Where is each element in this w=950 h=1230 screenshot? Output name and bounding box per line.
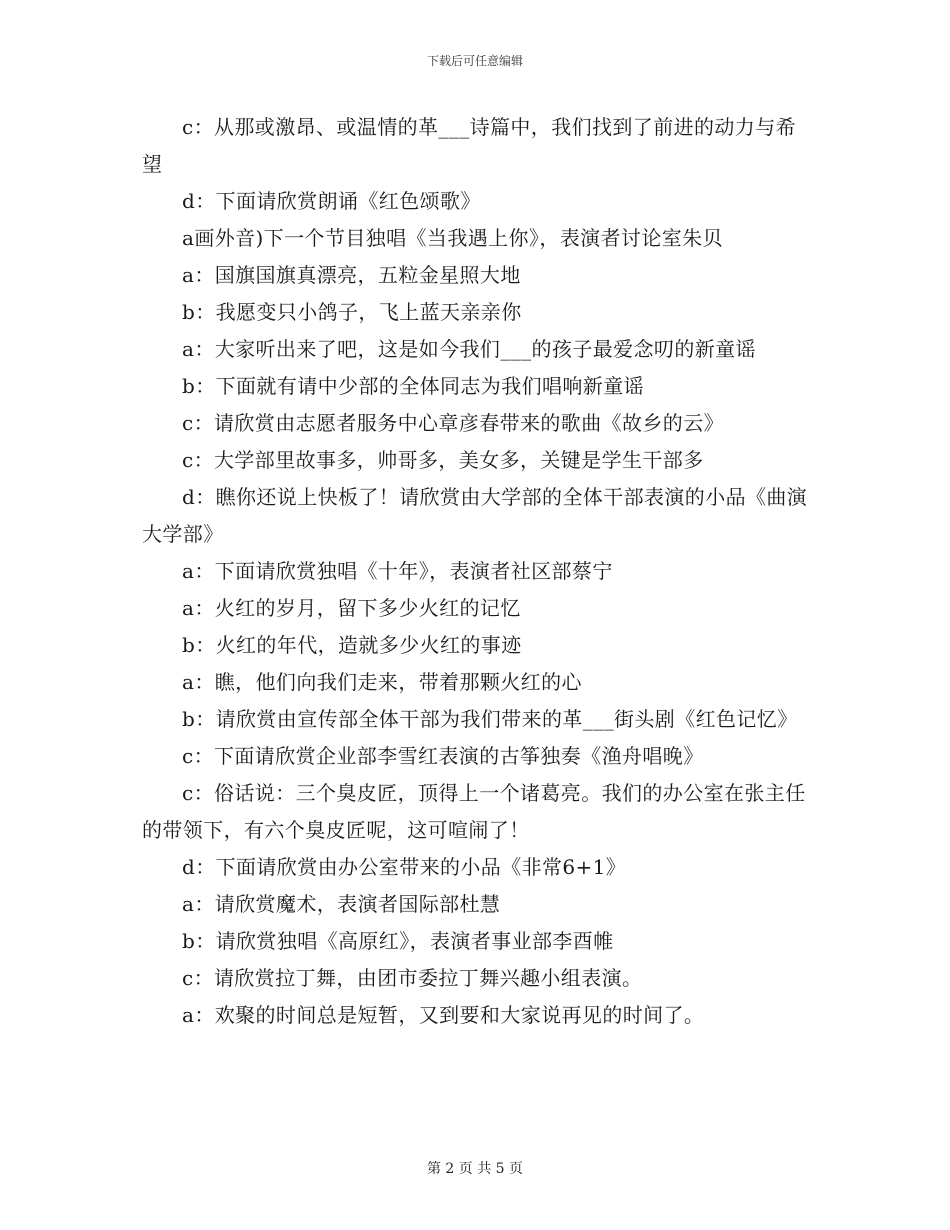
- paragraph: a：瞧，他们向我们走来，带着那颗火红的心: [182, 670, 582, 694]
- paragraph: c：从那或激昂、或温情的革___诗篇中，我们找到了前进的动力与希望: [142, 115, 797, 176]
- document-body: [142, 109, 814, 1034]
- paragraph: a：国旗国旗真漂亮，五粒金星照大地: [182, 263, 521, 287]
- paragraph: c：下面请欣赏企业部李雪红表演的古筝独奏《渔舟唱晚》: [182, 744, 704, 768]
- paragraph: c：大学部里故事多，帅哥多，美女多，关键是学生干部多: [182, 448, 704, 472]
- paragraph: d：下面请欣赏朗诵《红色颂歌》: [182, 189, 481, 213]
- paragraph: c：俗话说：三个臭皮匠，顶得上一个诸葛亮。我们的办公室在张主任的带领下，有六个臭皮匠呢，这可喧闹了！: [142, 781, 806, 842]
- paragraph: a：火红的岁月，留下多少火红的记忆: [182, 596, 521, 620]
- paragraph: d：下面请欣赏由办公室带来的小品《非常6+1》: [182, 855, 627, 879]
- paragraph: b：请欣赏独唱《高原红》，表演者事业部李酉帷: [182, 929, 614, 953]
- paragraph: c：请欣赏拉丁舞，由团市委拉丁舞兴趣小组表演。: [182, 966, 643, 990]
- paragraph: b：我愿变只小鸽子，飞上蓝天亲亲你: [182, 300, 522, 324]
- paragraph: a：欢聚的时间总是短暂，又到要和大家说再见的时间了。: [182, 1003, 705, 1027]
- paragraph: a：下面请欣赏独唱《十年》，表演者社区部蔡宁: [182, 559, 613, 583]
- paragraph: b：下面就有请中少部的全体同志为我们唱响新童谣: [182, 374, 645, 398]
- paragraph: a：大家听出来了吧，这是如今我们___的孩子最爱念叨的新童谣: [182, 337, 756, 361]
- paragraph: d：瞧你还说上快板了！请欣赏由大学部的全体干部表演的小品《曲演大学部》: [142, 485, 808, 546]
- paragraph: b：火红的年代，造就多少火红的事迹: [182, 633, 522, 657]
- page-header: 下载后可任意编辑: [426, 54, 523, 68]
- paragraph: a画外音)下一个节目独唱《当我遇上你》，表演者讨论室朱贝: [182, 226, 723, 250]
- page-number: 第 2 页 共 5 页: [426, 1161, 524, 1177]
- paragraph: c：请欣赏由志愿者服务中心章彦春带来的歌曲《故乡的云》: [182, 411, 725, 435]
- paragraph: b：请欣赏由宣传部全体干部为我们带来的革___街头剧《红色记忆》: [182, 707, 798, 731]
- paragraph: a：请欣赏魔术，表演者国际部杜慧: [182, 892, 501, 916]
